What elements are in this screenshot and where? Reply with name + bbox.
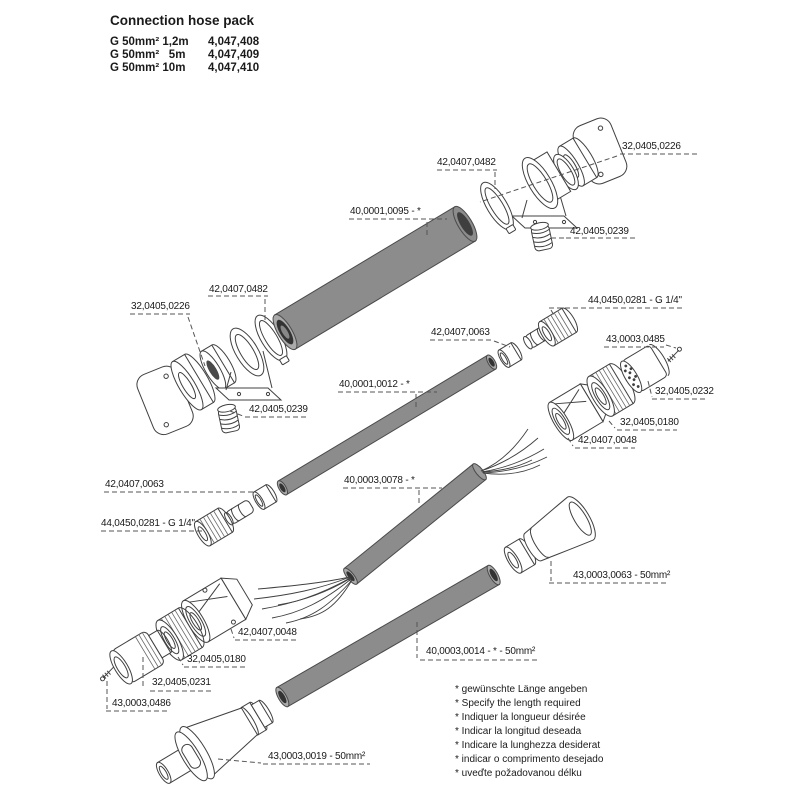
part-label: 32,0405,0226 bbox=[131, 301, 190, 312]
variant-part-number: 4,047,410 bbox=[208, 62, 260, 74]
footnote-line: * Indicare la lunghezza desiderat bbox=[455, 740, 601, 751]
fitting-nipple-left bbox=[223, 499, 255, 526]
variant-spec: G 50mm² 10m bbox=[110, 62, 186, 74]
clamp-ring-right bbox=[475, 178, 522, 237]
part-label: 40,0001,0012 - * bbox=[339, 379, 410, 390]
part-label: 42,0407,0063 bbox=[105, 479, 164, 490]
part-label: 43,0003,0063 - 50mm² bbox=[573, 570, 671, 581]
variant-part-number: 4,047,408 bbox=[208, 36, 260, 48]
hose-sleeve-left bbox=[251, 483, 279, 511]
part-label: 43,0003,0019 - 50mm² bbox=[268, 751, 366, 762]
part-label: 32,0405,0232 bbox=[655, 386, 714, 397]
part-label: 32,0405,0226 bbox=[622, 141, 681, 152]
footnote-line: * uveďte požadovanou délku bbox=[455, 768, 582, 779]
part-label: 32,0405,0180 bbox=[620, 417, 679, 428]
part-label: 42,0407,0048 bbox=[238, 627, 297, 638]
variant-part-number: 4,047,409 bbox=[208, 49, 260, 61]
part-label: 32,0405,0180 bbox=[187, 654, 246, 665]
part-label: 43,0003,0486 bbox=[112, 698, 171, 709]
part-label: 40,0001,0095 - * bbox=[350, 206, 421, 217]
hose-sleeve-right bbox=[496, 341, 524, 369]
page-title: Connection hose pack bbox=[110, 13, 255, 28]
cable-wires-left bbox=[254, 577, 352, 623]
part-label: 42,0405,0239 bbox=[570, 226, 629, 237]
screw-right bbox=[665, 346, 685, 363]
footnote-line: * indicar o comprimento desejado bbox=[455, 754, 604, 765]
footnote-line: * Indiquer la longueur désirée bbox=[455, 712, 586, 723]
part-label: 40,0003,0014 - * - 50mm² bbox=[426, 646, 536, 657]
part-label: 42,0407,0482 bbox=[437, 157, 496, 168]
part-label: 42,0407,0482 bbox=[209, 284, 268, 295]
spring-nipple-left bbox=[217, 403, 240, 434]
part-label: 44,0450,0281 - G 1/4" bbox=[101, 518, 195, 529]
part-label: 42,0405,0239 bbox=[249, 404, 308, 415]
part-label: 42,0407,0048 bbox=[578, 435, 637, 446]
part-label: 42,0407,0063 bbox=[431, 327, 490, 338]
part-label: 43,0003,0485 bbox=[606, 334, 665, 345]
part-label: 44,0450,0281 - G 1/4" bbox=[588, 295, 682, 306]
footnote-line: * gewünschte Länge angeben bbox=[455, 684, 588, 695]
variant-spec: G 50mm² 1,2m bbox=[110, 36, 189, 48]
variant-spec: G 50mm² 5m bbox=[110, 49, 186, 61]
footnote-line: * Indicar la longitud deseada bbox=[455, 726, 582, 737]
cable-wires-right bbox=[481, 429, 547, 474]
part-label: 40,0003,0078 - * bbox=[344, 475, 415, 486]
footnote-line: * Specify the length required bbox=[455, 698, 581, 709]
part-label: 32,0405,0231 bbox=[152, 677, 211, 688]
footnotes bbox=[455, 683, 603, 781]
